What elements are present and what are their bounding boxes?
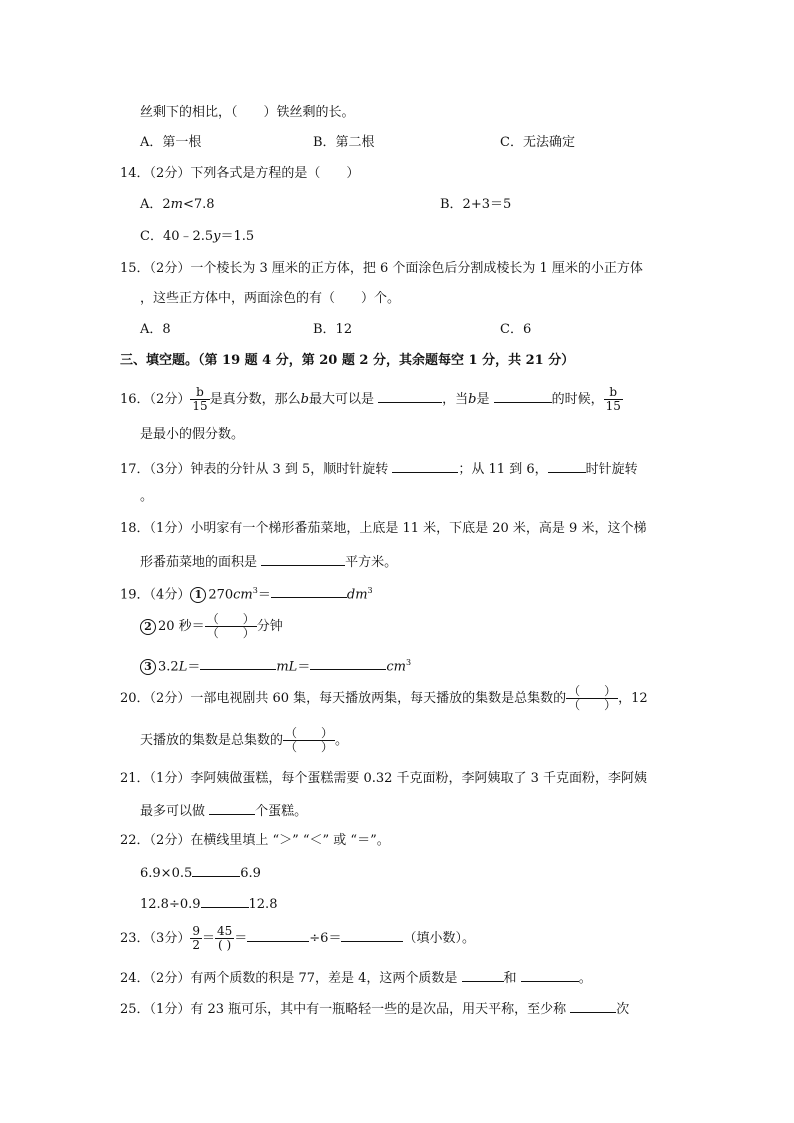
q15-question-line2: ，这些正方体中，两面涂色的有（ ）个。 [140, 291, 401, 306]
q14-option-c: C．40﹣2.5y＝1.5 [140, 229, 255, 244]
q21-question-line2: 最多可以做 个蛋糕。 [140, 800, 307, 821]
q22-question: 22．（2分）在横线里填上 “＞” “＜” 或 “＝”。 [120, 833, 390, 848]
q21-blank[interactable] [209, 800, 255, 815]
q19-item-1: 19．（4分） 1 $270cm^3= dm^3$ [120, 582, 373, 604]
q24-blank-1[interactable] [462, 967, 504, 982]
q21-question-line1: 21．（1分）李阿姨做蛋糕，每个蛋糕需要 0.32 千克面粉，李阿姨取了 3 千克面粉，李阿姨 [120, 771, 648, 786]
q18-question-line2: 形番茄菜地的面积是 平方米。 [140, 551, 397, 572]
q13-continuation: 丝剩下的相比，（ ）铁丝剩的长。 [140, 105, 355, 120]
q23-question: 23．（3分） $\frac{9}{2}$ ＝ $\frac{45}{( )}$ ＝ ÷6＝ （填小数）。 [120, 924, 475, 952]
section-3-title: 三、填空题。（第 19 题 4 分，第 20 题 2 分，其余题每空 1 分，共 21 分） [120, 353, 575, 368]
q14-question: 14．（2分）下列各式是方程的是（ ） [120, 166, 360, 181]
blank-fraction[interactable]: $\frac{( )}{( )}$ [568, 684, 617, 712]
fraction-b-over-15: $\frac{b}{15}$ [605, 385, 621, 413]
blank-fraction[interactable]: $\frac{( )}{( )}$ [206, 612, 255, 640]
q22-expression-1: 6.9×0.5 6.9 [140, 862, 261, 883]
q25-blank[interactable] [570, 998, 616, 1013]
blank-fraction[interactable]: $\frac{( )}{( )}$ [285, 726, 334, 754]
q17-line2: 。 [140, 489, 154, 504]
q13-option-b: B．第二根 [313, 135, 375, 150]
q18-blank[interactable] [261, 551, 345, 566]
q16-blank-2[interactable] [494, 388, 552, 403]
q13-option-a: A．第一根 [140, 135, 202, 150]
q25-question: 25．（1分）有 23 瓶可乐，其中有一瓶略轻一些的是次品，用天平称，至少称 次 [120, 998, 629, 1019]
q15-option-a: A．8 [140, 322, 171, 337]
q20-question-line1: 20．（2分）一部电视剧共 60 集，每天播放两集，每天播放的集数是总集数的 $\frac{( )}{( )}$ ，12 [120, 684, 648, 712]
q19-item-3: 3 $3.2L= mL= cm^3$ [140, 654, 411, 676]
q19-item-2: 2 20 秒＝ $\frac{( )}{( )}$ 分钟 [140, 612, 283, 642]
q17-blank-1[interactable] [392, 458, 458, 473]
q22-blank-1[interactable] [192, 862, 240, 877]
q19-blank-3b[interactable] [310, 655, 386, 670]
q15-option-b: B．12 [313, 322, 353, 337]
q19-blank-3a[interactable] [200, 655, 276, 670]
circled-number-2: 2 [140, 619, 156, 635]
q14-option-b: B．2+3＝5 [440, 197, 512, 212]
q22-expression-2: 12.8÷0.9 12.8 [140, 893, 277, 914]
q23-blank-2[interactable] [341, 927, 403, 942]
q17-question: 17．（3分）钟表的分针从 3 到 5，顺时针旋转 ；从 11 到 6， 时针旋转 [120, 458, 638, 479]
q16-question: 16．（2分） $\frac{b}{15}$ 是真分数，那么b最大可以是 ，当b是 的时候， $\frac{b}{15}$ [120, 385, 621, 413]
q22-blank-2[interactable] [201, 893, 249, 908]
q23-blank-1[interactable] [247, 927, 309, 942]
circled-number-1: 1 [190, 587, 206, 603]
q17-blank-2[interactable] [548, 458, 586, 473]
fraction-b-over-15: $\frac{b}{15}$ [192, 385, 208, 413]
q16-blank-1[interactable] [378, 388, 442, 403]
circled-number-3: 3 [140, 659, 156, 675]
q16-line2: 是最小的假分数。 [140, 427, 245, 442]
q15-option-c: C．6 [500, 322, 532, 337]
q24-blank-2[interactable] [521, 967, 579, 982]
q13-option-c: C．无法确定 [500, 135, 575, 150]
q15-question-line1: 15．（2分）一个棱长为 3 厘米的正方体，把 6 个面涂色后分割成棱长为 1 厘米的小正方体 [120, 261, 643, 276]
fraction-45-over-blank[interactable]: $\frac{45}{( )}$ [216, 924, 233, 952]
q18-question-line1: 18．（1分）小明家有一个梯形番茄菜地，上底是 11 米，下底是 20 米，高是 9 米，这个梯 [120, 521, 647, 536]
q14-option-a: A．2m<7.8 [140, 197, 215, 212]
q20-question-line2: 天播放的集数是总集数的 $\frac{( )}{( )}$ 。 [140, 726, 349, 754]
q24-question: 24．（2分）有两个质数的积是 77，差是 4，这两个质数是 和 。 [120, 967, 592, 988]
q19-blank-1[interactable] [271, 583, 347, 598]
fraction-9-over-2: $\frac{9}{2}$ [192, 924, 200, 952]
